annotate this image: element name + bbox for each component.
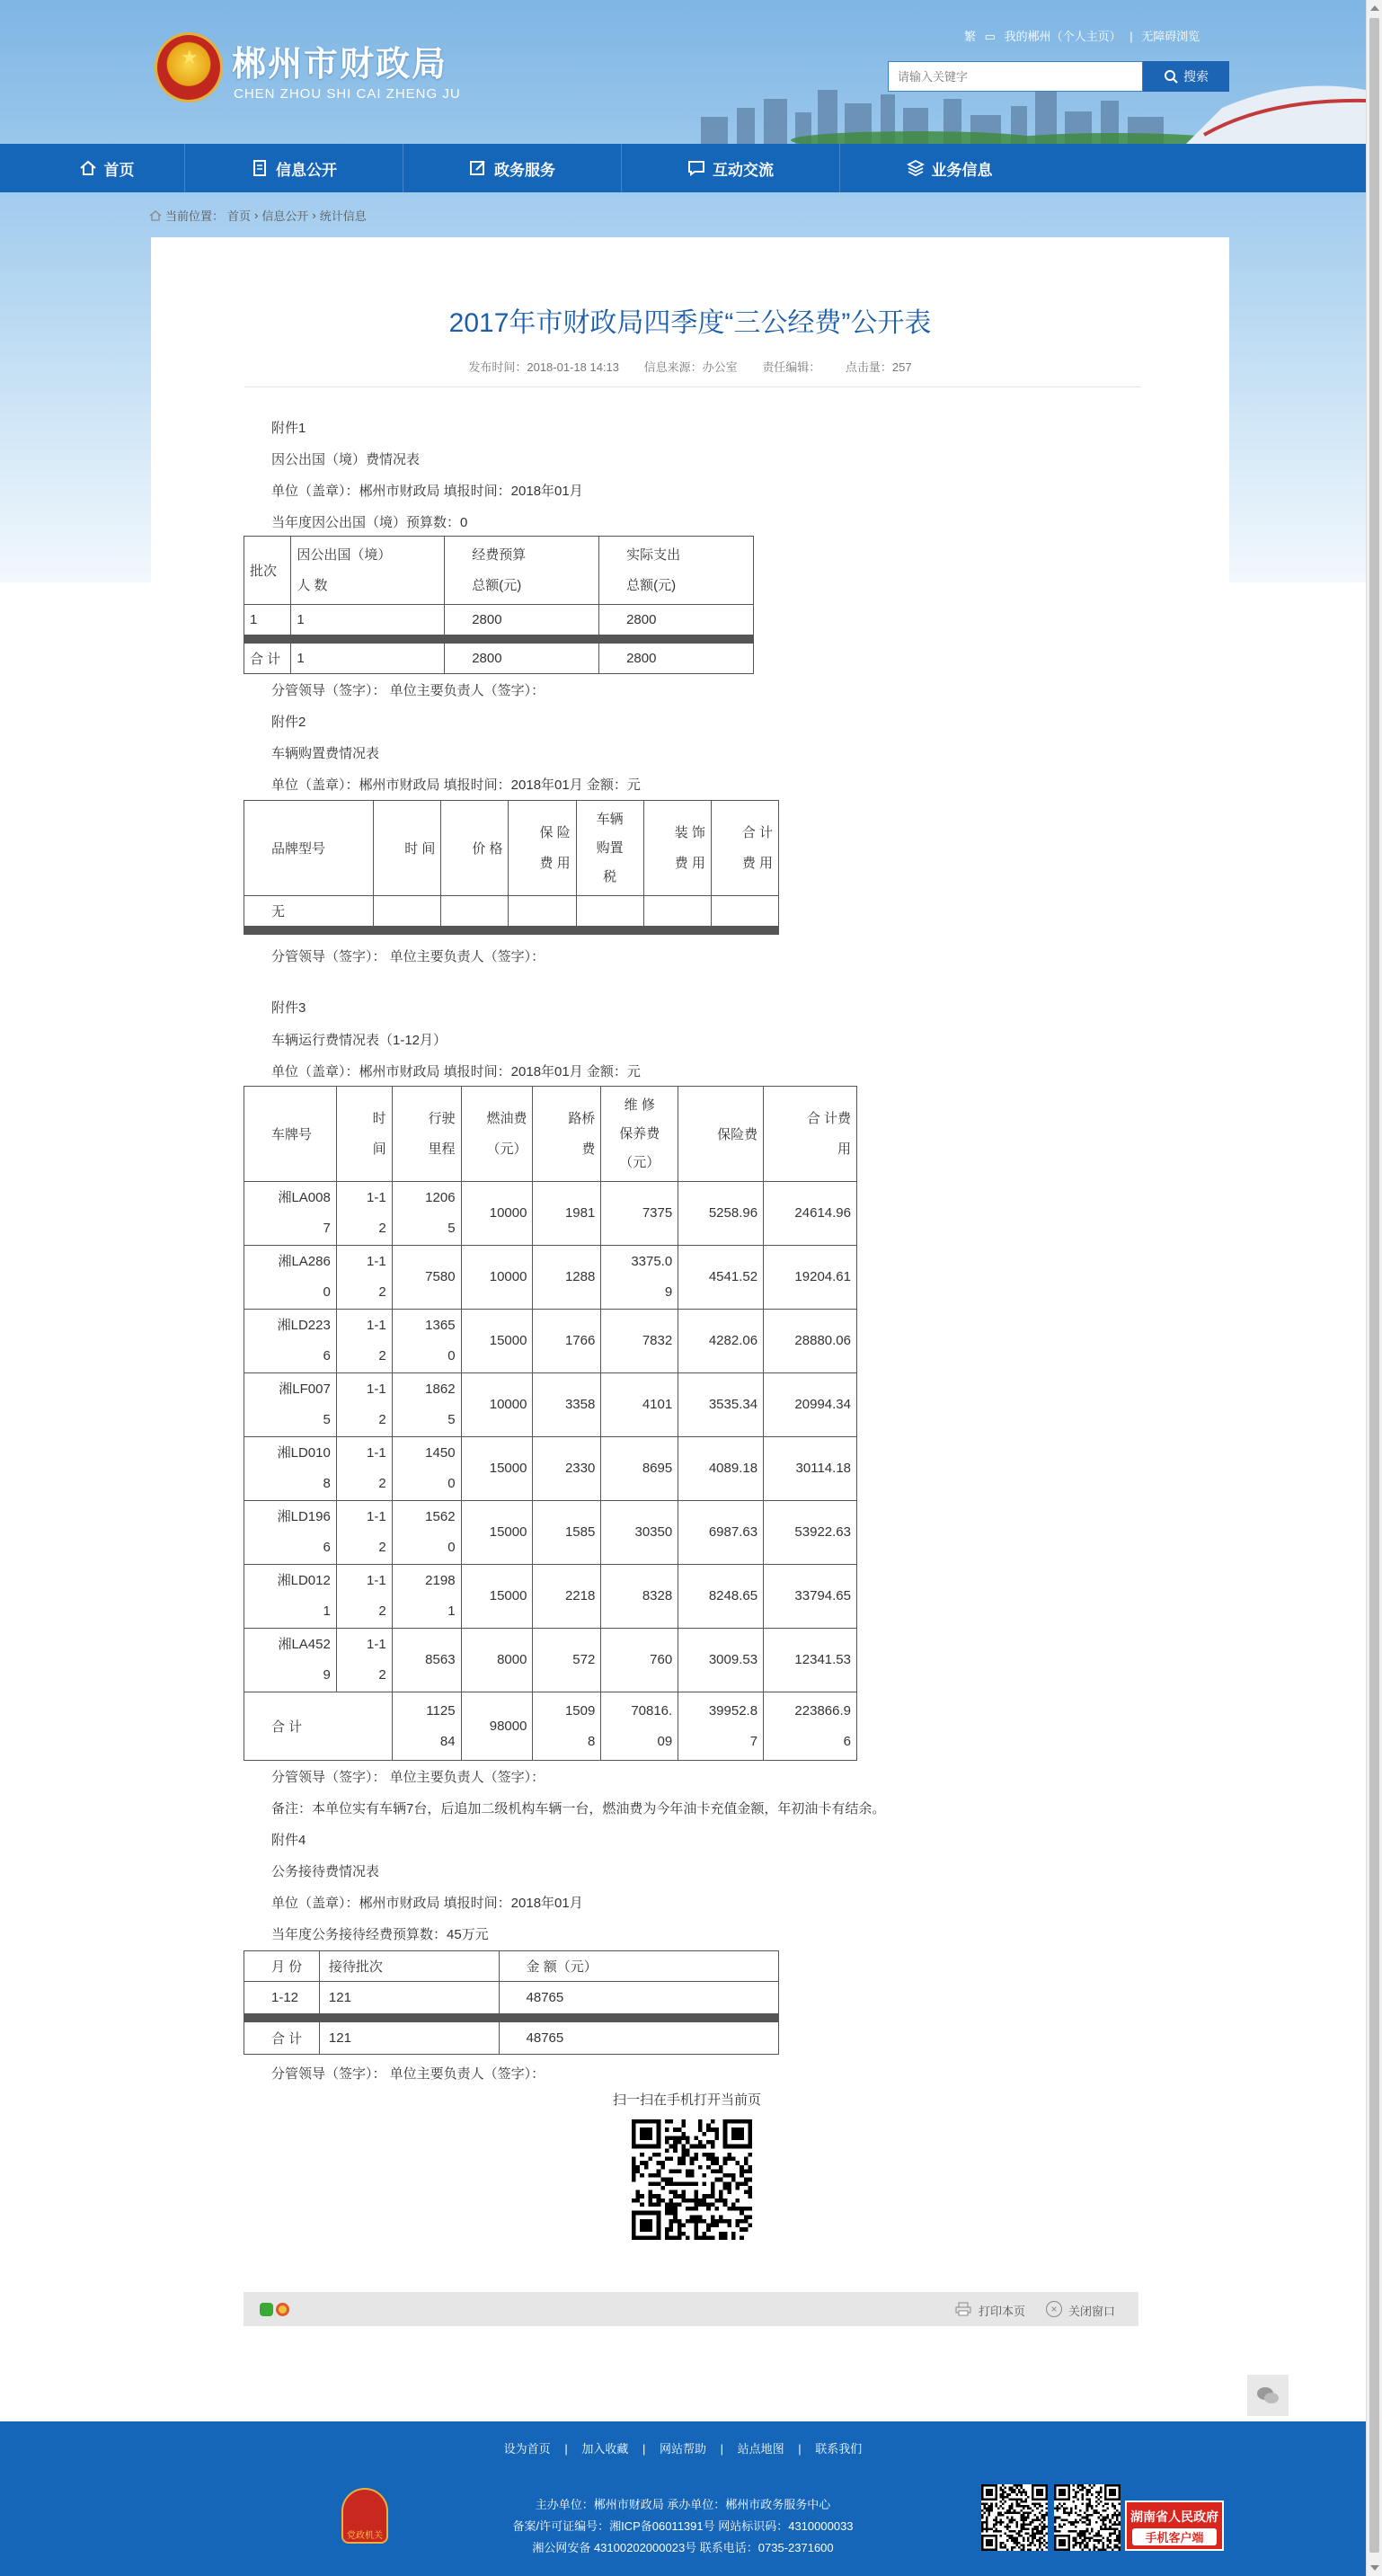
att4-cell: 48765 bbox=[499, 1982, 778, 2014]
att3-cell: 8695 bbox=[601, 1437, 678, 1501]
att1-table bbox=[244, 536, 754, 674]
att1-header: 批次 bbox=[244, 537, 291, 605]
att3-cell: 1-1 2 bbox=[336, 1310, 392, 1373]
att3-total: 39952.8 7 bbox=[678, 1692, 764, 1761]
print-icon bbox=[955, 2302, 971, 2319]
att3-total: 70816. 09 bbox=[601, 1692, 678, 1761]
att2-cell bbox=[576, 896, 643, 927]
att3-cell: 10000 bbox=[461, 1246, 533, 1310]
article-meta bbox=[151, 358, 1229, 375]
article-toolbar bbox=[244, 2292, 1138, 2326]
att2-header: 品牌型号 bbox=[244, 801, 374, 896]
att3-unit: 单位（盖章）：郴州市财政局 填报时间：2018年01月 金额：元 bbox=[271, 1064, 641, 1079]
att1-total: 合 计 bbox=[244, 644, 291, 674]
att3-cell: 20994.34 bbox=[764, 1373, 857, 1437]
footer-links bbox=[0, 2439, 1366, 2456]
att4-cell: 1-12 bbox=[244, 1982, 320, 2014]
site-subtitle: CHEN ZHOU SHI CAI ZHENG JU bbox=[234, 86, 461, 102]
att3-cell: 1862 5 bbox=[392, 1373, 461, 1437]
att3-total: 1509 8 bbox=[533, 1692, 601, 1761]
att3-cell: 湘LA452 9 bbox=[244, 1629, 337, 1692]
home-icon bbox=[79, 159, 97, 177]
att1-unit: 单位（盖章）：郴州市财政局 填报时间：2018年01月 bbox=[271, 484, 583, 499]
att4-total: 121 bbox=[319, 2022, 499, 2055]
att1-cell: 2800 bbox=[599, 605, 754, 635]
att3-total: 1125 84 bbox=[392, 1692, 461, 1761]
info-source: 信息来源：办公室 bbox=[643, 360, 738, 374]
app-badge-line1: 湖南省人民政府 bbox=[1130, 2509, 1218, 2524]
footer-qr-code-2 bbox=[1054, 2484, 1121, 2551]
view-count: 点击量：257 bbox=[845, 360, 912, 374]
att3-cell: 2330 bbox=[533, 1437, 601, 1501]
att3-cell: 1-1 2 bbox=[336, 1437, 392, 1501]
att3-cell: 1-1 2 bbox=[336, 1629, 392, 1692]
table-separator bbox=[244, 635, 754, 644]
att2-cell bbox=[711, 896, 778, 927]
att3-cell: 1-1 2 bbox=[336, 1565, 392, 1629]
chat-icon bbox=[687, 159, 705, 177]
att3-cell: 4101 bbox=[601, 1373, 678, 1437]
table-separator bbox=[244, 2014, 779, 2022]
att3-cell: 6987.63 bbox=[678, 1501, 764, 1565]
att3-name: 车辆运行费情况表（1-12月） bbox=[271, 1033, 447, 1048]
att3-cell: 4089.18 bbox=[678, 1437, 764, 1501]
att3-header: 维 修 保养费 （元） bbox=[601, 1087, 678, 1182]
att3-cell: 760 bbox=[601, 1629, 678, 1692]
att2-cell bbox=[509, 896, 576, 927]
att3-cell: 8563 bbox=[392, 1629, 461, 1692]
att3-note: 备注：本单位实有车辆7台，后追加二级机构车辆一台，燃油费为今年油卡充值金额，年初油卡有结余。 bbox=[271, 1801, 886, 1817]
att3-total: 223866.9 6 bbox=[764, 1692, 857, 1761]
edit-icon bbox=[469, 159, 487, 177]
city-skyline-illustration bbox=[683, 81, 1366, 144]
nav-business-info[interactable] bbox=[840, 144, 1059, 192]
att3-cell: 4282.06 bbox=[678, 1310, 764, 1373]
att1-total: 2800 bbox=[599, 644, 754, 674]
att3-cell: 15000 bbox=[461, 1565, 533, 1629]
att1-heading: 附件1 bbox=[271, 421, 306, 436]
att4-header: 金 额（元） bbox=[499, 1951, 778, 1982]
qr-caption: 扫一扫在手机打开当前页 bbox=[613, 2092, 762, 2108]
vertical-scrollbar[interactable] bbox=[1366, 0, 1382, 2576]
att2-cell bbox=[643, 896, 711, 927]
breadcrumb-prefix: 当前位置： bbox=[165, 209, 225, 223]
att3-header: 行驶 里程 bbox=[392, 1087, 461, 1182]
att3-cell: 1-1 2 bbox=[336, 1182, 392, 1246]
att3-cell: 8000 bbox=[461, 1629, 533, 1692]
att4-name: 公务接待费情况表 bbox=[271, 1864, 380, 1879]
top-link-separator: | bbox=[1130, 30, 1133, 43]
att3-row bbox=[244, 1501, 857, 1565]
att3-total: 98000 bbox=[461, 1692, 533, 1761]
att3-cell: 2198 1 bbox=[392, 1565, 461, 1629]
att1-total: 2800 bbox=[445, 644, 599, 674]
att3-cell: 1562 0 bbox=[392, 1501, 461, 1565]
breadcrumb bbox=[149, 207, 367, 224]
att3-cell: 1288 bbox=[533, 1246, 601, 1310]
badge-label: 党政机关 bbox=[347, 2531, 383, 2541]
nav-government-service-label: 政务服务 bbox=[494, 161, 555, 179]
att3-cell: 2218 bbox=[533, 1565, 601, 1629]
home-icon bbox=[149, 209, 162, 222]
att4-heading: 附件4 bbox=[271, 1833, 306, 1848]
site-header bbox=[0, 0, 1366, 144]
att3-cell: 1206 5 bbox=[392, 1182, 461, 1246]
site-title: 郴州市财政局 bbox=[232, 46, 448, 84]
att1-header: 经费预算 总额(元) bbox=[445, 537, 599, 605]
main-nav bbox=[0, 144, 1366, 192]
weibo-share-icon[interactable] bbox=[276, 2303, 289, 2316]
att4-budget: 当年度公务接待经费预算数：45万元 bbox=[271, 1927, 489, 1942]
att1-cell: 2800 bbox=[445, 605, 599, 635]
att2-heading: 附件2 bbox=[271, 715, 306, 730]
document-icon bbox=[251, 159, 269, 177]
footer-link-help[interactable]: 网站帮助 bbox=[659, 2442, 706, 2456]
top-links bbox=[961, 27, 1202, 44]
close-window-link[interactable]: 关闭窗口 bbox=[1068, 2305, 1116, 2318]
att3-cell: 5258.96 bbox=[678, 1182, 764, 1246]
att2-name: 车辆购置费情况表 bbox=[271, 746, 380, 761]
att3-cell: 1450 0 bbox=[392, 1437, 461, 1501]
att1-cell: 1 bbox=[291, 605, 445, 635]
att3-header: 合 计费 用 bbox=[764, 1087, 857, 1182]
nav-government-service[interactable] bbox=[403, 144, 622, 192]
att2-header: 保 险 费 用 bbox=[509, 801, 576, 896]
editor: 责任编辑： bbox=[762, 360, 821, 374]
title-divider bbox=[244, 386, 1141, 387]
scrollbar-thumb[interactable] bbox=[1369, 18, 1379, 2553]
att3-cell: 28880.06 bbox=[764, 1310, 857, 1373]
att3-cell: 33794.65 bbox=[764, 1565, 857, 1629]
national-emblem-logo: ★ bbox=[155, 32, 223, 102]
att4-cell: 121 bbox=[319, 1982, 499, 2014]
footer-link-contact[interactable]: 联系我们 bbox=[815, 2442, 863, 2456]
att2-header: 车辆 购置 税 bbox=[576, 801, 643, 896]
att2-header: 价 格 bbox=[441, 801, 509, 896]
nav-info-disclosure[interactable] bbox=[185, 144, 403, 192]
breadcrumb-info-disclosure[interactable]: 信息公开 bbox=[261, 209, 309, 223]
scroll-up-arrow[interactable] bbox=[1370, 5, 1379, 11]
breadcrumb-home[interactable]: 首页 bbox=[227, 209, 252, 223]
app-badge-line2: 手机客户端 bbox=[1132, 2528, 1217, 2545]
att3-cell: 湘LD010 8 bbox=[244, 1437, 337, 1501]
close-icon: × bbox=[1046, 2301, 1062, 2317]
footer-police: 湘公网安备 43100202000023号 联系电话：0735-2371600 bbox=[532, 2541, 834, 2554]
att3-cell: 10000 bbox=[461, 1373, 533, 1437]
monitor-icon: ▭ bbox=[984, 30, 996, 43]
att3-cell: 8328 bbox=[601, 1565, 678, 1629]
footer-link-sitemap[interactable]: 站点地图 bbox=[737, 2442, 784, 2456]
att3-cell: 3009.53 bbox=[678, 1629, 764, 1692]
att3-total-label: 合 计 bbox=[244, 1692, 393, 1761]
att3-row bbox=[244, 1310, 857, 1373]
att3-cell: 1585 bbox=[533, 1501, 601, 1565]
att3-cell: 1-1 2 bbox=[336, 1373, 392, 1437]
att3-header: 时 间 bbox=[336, 1087, 392, 1182]
footer-qr-code-1 bbox=[981, 2484, 1048, 2551]
att3-cell: 10000 bbox=[461, 1182, 533, 1246]
att3-header: 路桥 费 bbox=[533, 1087, 601, 1182]
breadcrumb-statistics[interactable]: 统计信息 bbox=[319, 209, 367, 223]
att3-table-body bbox=[244, 1182, 857, 1692]
nav-interaction[interactable] bbox=[622, 144, 840, 192]
att3-cell: 15000 bbox=[461, 1501, 533, 1565]
att2-unit: 单位（盖章）：郴州市财政局 填报时间：2018年01月 金额：元 bbox=[271, 777, 641, 793]
att3-row bbox=[244, 1629, 857, 1692]
nav-business-info-label: 业务信息 bbox=[931, 161, 993, 179]
att3-row bbox=[244, 1246, 857, 1310]
att3-cell: 1365 0 bbox=[392, 1310, 461, 1373]
att2-table bbox=[244, 800, 779, 935]
att3-cell: 湘LD012 1 bbox=[244, 1565, 337, 1629]
site-footer bbox=[0, 2421, 1366, 2576]
nav-interaction-label: 互动交流 bbox=[713, 161, 774, 179]
att4-table bbox=[244, 1950, 779, 2055]
att3-cell: 湘LA286 0 bbox=[244, 1246, 337, 1310]
att3-cell: 30114.18 bbox=[764, 1437, 857, 1501]
att3-row bbox=[244, 1565, 857, 1629]
att1-sign: 分管领导（签字）： 单位主要负责人（签字）： bbox=[271, 683, 545, 698]
nav-home[interactable] bbox=[0, 144, 185, 192]
att3-cell: 53922.63 bbox=[764, 1501, 857, 1565]
att1-header: 因公出国（境） 人 数 bbox=[291, 537, 445, 605]
att4-sign: 分管领导（签字）： 单位主要负责人（签字）： bbox=[271, 2066, 545, 2082]
att3-cell: 7580 bbox=[392, 1246, 461, 1310]
att3-cell: 1-1 2 bbox=[336, 1501, 392, 1565]
att4-header: 月 份 bbox=[244, 1951, 320, 1982]
att3-cell: 1-1 2 bbox=[336, 1246, 392, 1310]
att3-cell: 湘LD196 6 bbox=[244, 1501, 337, 1565]
search-button-label: 搜索 bbox=[1183, 69, 1209, 84]
att3-row bbox=[244, 1182, 857, 1246]
wechat-share-icon[interactable] bbox=[260, 2303, 273, 2316]
att2-cell: 无 bbox=[244, 896, 374, 927]
accessibility-link[interactable]: 无障碍浏览 bbox=[1141, 30, 1200, 43]
footer-link-separator: | bbox=[642, 2442, 646, 2456]
att3-cell: 12341.53 bbox=[764, 1629, 857, 1692]
att3-table bbox=[244, 1086, 857, 1761]
att2-header: 时 间 bbox=[374, 801, 441, 896]
footer-icp: 备案/许可证编号：湘ICP备06011391号 网站标识码：4310000033 bbox=[512, 2519, 854, 2533]
footer-link-favorite[interactable]: 加入收藏 bbox=[581, 2442, 629, 2456]
att3-cell: 湘LD223 6 bbox=[244, 1310, 337, 1373]
publish-time: 发布时间：2018-01-18 14:13 bbox=[468, 360, 620, 374]
att3-cell: 4541.52 bbox=[678, 1246, 764, 1310]
att3-heading: 附件3 bbox=[271, 1000, 306, 1016]
wechat-icon bbox=[1256, 2385, 1280, 2405]
att2-cell bbox=[441, 896, 509, 927]
att3-cell: 7832 bbox=[601, 1310, 678, 1373]
att3-row bbox=[244, 1437, 857, 1501]
att3-header: 车牌号 bbox=[244, 1087, 337, 1182]
nav-info-disclosure-label: 信息公开 bbox=[276, 161, 337, 179]
att3-cell: 3358 bbox=[533, 1373, 601, 1437]
att4-unit: 单位（盖章）：郴州市财政局 填报时间：2018年01月 bbox=[271, 1896, 583, 1911]
wechat-float-button[interactable] bbox=[1247, 2375, 1289, 2416]
att3-cell: 15000 bbox=[461, 1437, 533, 1501]
att3-row bbox=[244, 1373, 857, 1437]
att3-header: 保险费 bbox=[678, 1087, 764, 1182]
att3-cell: 19204.61 bbox=[764, 1246, 857, 1310]
att2-sign: 分管领导（签字）： 单位主要负责人（签字）： bbox=[271, 949, 545, 964]
att3-cell: 1981 bbox=[533, 1182, 601, 1246]
nav-home-label: 首页 bbox=[103, 161, 135, 179]
att1-cell: 1 bbox=[244, 605, 291, 635]
government-org-badge[interactable] bbox=[341, 2488, 388, 2544]
att1-total: 1 bbox=[291, 644, 445, 674]
print-page-link[interactable]: 打印本页 bbox=[979, 2305, 1026, 2318]
att3-cell: 572 bbox=[533, 1629, 601, 1692]
scroll-down-arrow[interactable] bbox=[1370, 2565, 1379, 2571]
att3-cell: 3535.34 bbox=[678, 1373, 764, 1437]
att3-cell: 8248.65 bbox=[678, 1565, 764, 1629]
att1-header: 实际支出 总额(元) bbox=[599, 537, 754, 605]
breadcrumb-separator: › bbox=[254, 209, 259, 222]
att2-cell bbox=[374, 896, 441, 927]
att3-cell: 湘LF007 5 bbox=[244, 1373, 337, 1437]
traditional-chinese-link[interactable]: 繁 bbox=[964, 30, 977, 43]
att2-header: 合 计 费 用 bbox=[711, 801, 778, 896]
att3-cell: 1766 bbox=[533, 1310, 601, 1373]
footer-link-separator: | bbox=[720, 2442, 724, 2456]
att2-header: 装 饰 费 用 bbox=[643, 801, 711, 896]
att4-header: 接待批次 bbox=[319, 1951, 499, 1982]
page-qr-code bbox=[632, 2119, 752, 2240]
att3-cell: 7375 bbox=[601, 1182, 678, 1246]
footer-link-separator: | bbox=[798, 2442, 802, 2456]
breadcrumb-separator: › bbox=[312, 209, 316, 222]
table-separator bbox=[244, 927, 779, 935]
att3-cell: 30350 bbox=[601, 1501, 678, 1565]
hunan-app-badge[interactable] bbox=[1125, 2500, 1224, 2551]
att1-budget: 当年度因公出国（境）预算数：0 bbox=[271, 515, 468, 530]
att1-name: 因公出国（境）费情况表 bbox=[271, 452, 421, 467]
att3-cell: 15000 bbox=[461, 1310, 533, 1373]
att3-cell: 湘LA008 7 bbox=[244, 1182, 337, 1246]
article-title: 2017年市财政局四季度“三公经费”公开表 bbox=[448, 308, 932, 338]
att4-total: 48765 bbox=[499, 2022, 778, 2055]
att4-total: 合 计 bbox=[244, 2022, 320, 2055]
att3-header: 燃油费 （元） bbox=[461, 1087, 533, 1182]
att3-sign: 分管领导（签字）： 单位主要负责人（签字）： bbox=[271, 1770, 545, 1785]
att3-cell: 3375.0 9 bbox=[601, 1246, 678, 1310]
footer-link-separator: | bbox=[564, 2442, 568, 2456]
layers-icon bbox=[907, 159, 925, 177]
footer-sponsor: 主办单位：郴州市财政局 承办单位：郴州市政务服务中心 bbox=[535, 2498, 831, 2511]
personal-homepage-link[interactable]: 我的郴州（个人主页） bbox=[1004, 30, 1121, 43]
footer-link-set-home[interactable]: 设为首页 bbox=[503, 2442, 551, 2456]
att3-cell: 24614.96 bbox=[764, 1182, 857, 1246]
